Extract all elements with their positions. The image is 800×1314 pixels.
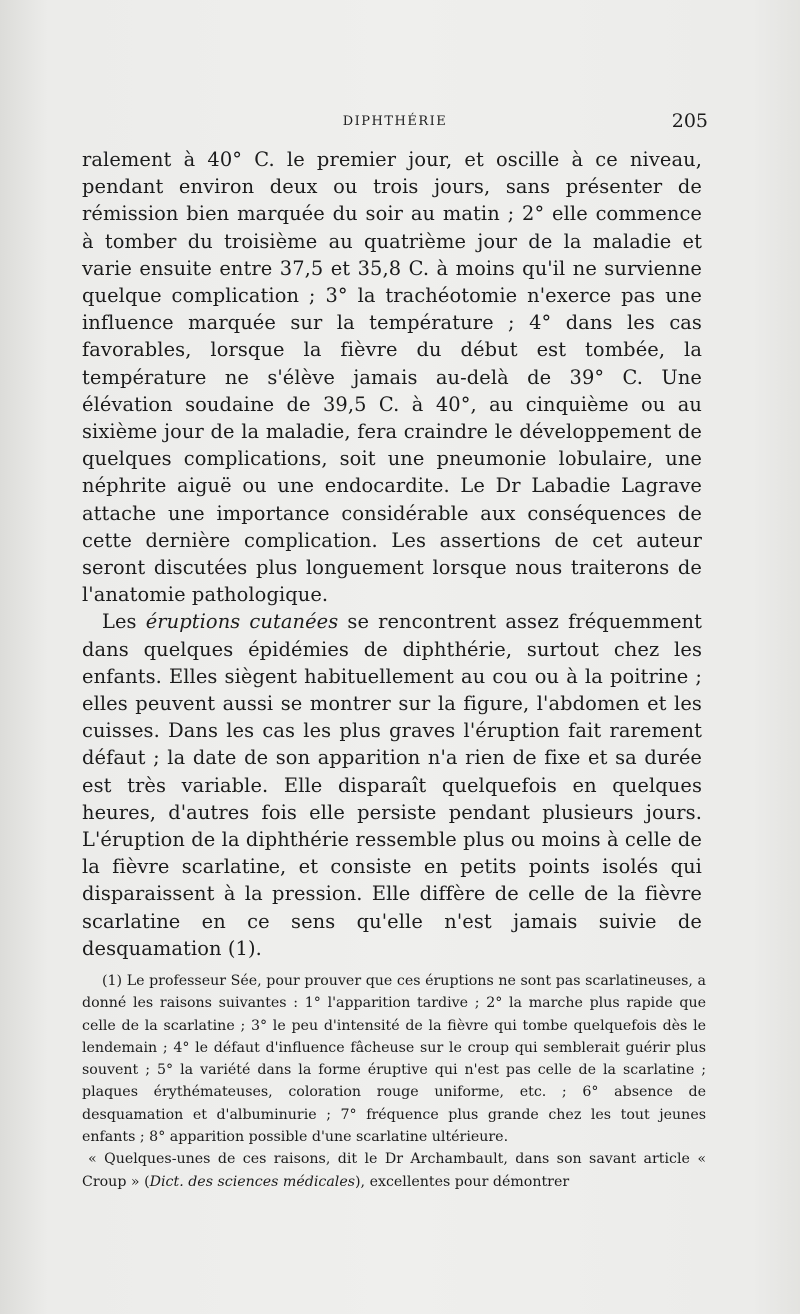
paragraph-eruptions-start: Les [102, 610, 137, 634]
eruptions-emphasis: éruptions cutanées [145, 610, 339, 634]
footnote-citation: Dict. des sciences médicales [149, 1173, 356, 1190]
main-text [82, 146, 702, 962]
footnote-quote-start: « Quelques-unes de ces raisons, dit le Dr Archambault, dans son savant article « Croup » ( [82, 1151, 706, 1190]
page-number: 205 [671, 110, 708, 132]
footnote-quote-end: ), excellentes pour démontrer [355, 1173, 570, 1190]
page-header [82, 110, 708, 134]
paragraph-eruptions [82, 608, 702, 962]
paragraph-temperature: ralement à 40° C. le premier jour, et oscille à ce niveau, pendant environ deux ou trois jours, sans présenter de rémission bien marquée du soir au matin ; 2° elle commence à tomber du troisième au quatrième jour de la maladie et varie ensuite entre 37,5 et 35,8 C. à moins qu'il ne survienne quelque complication ; 3° la trachéotomie n'exerce pas une influence marquée sur la température ; 4° dans les cas favorables, lorsque la fièvre du début est tombée, la température ne s'élève jamais au-delà de 39° C. Une élévation soudaine de 39,5 C. à 40°, au cinquième ou au sixième jour de la maladie, fera craindre le développement de quelques complications, soit une pneumonie lobulaire, une néphrite aiguë ou une endocardite. Le Dr Labadie Lagrave attache une importance considérable aux conséquences de cette dernière complication. Les assertions de cet auteur seront discutées plus longuement lorsque nous traiterons de l'anatomie pathologique. [82, 148, 702, 607]
footnotes [82, 970, 706, 1193]
paragraph-eruptions-rest: se rencontrent assez fréquemment dans quelques épidémies de diphthérie, surtout chez les enfants. Elles siègent habituellement au cou ou à la poitrine ; elles peuvent aussi se montrer sur la figure, l'abdomen et les cuisses. Dans les cas les plus graves l'éruption fait rarement défaut ; la date de son apparition n'a rien de fixe et sa durée est très variable. Elle disparaît quelquefois en quelques heures, d'autres fois elle persiste pendant plusieurs jours. L'éruption de la diphthérie ressemble plus ou moins à celle de la fièvre scarlatine, et consiste en petits points isolés qui disparaissent à la pression. Elle diffère de celle de la fièvre scarlatine en ce sens qu'elle n'est jamais suivie de desquamation (1). [82, 610, 702, 960]
footnote-quote [82, 1148, 706, 1193]
running-title: DIPHTHÉRIE [342, 114, 448, 129]
footnote-1: (1) Le professeur Sée, pour prouver que ces éruptions ne sont pas scarlatineuses, a donné les raisons suivantes : 1° l'apparition tardive ; 2° la marche plus rapide que celle de la scarlatine ; 3° le peu d'intensité de la fièvre qui tombe quelquefois dès le lendemain ; 4° le défaut d'influence fâcheuse sur le croup qui semblerait guérir plus souvent ; 5° la variété dans la forme éruptive qui n'est pas celle de la scarlatine ; plaques érythémateuses, coloration rouge uniforme, etc. ; 6° absence de desquamation et d'albuminurie ; 7° fréquence plus grande chez les tout jeunes enfants ; 8° apparition possible d'une scarlatine ultérieure. [82, 973, 706, 1146]
